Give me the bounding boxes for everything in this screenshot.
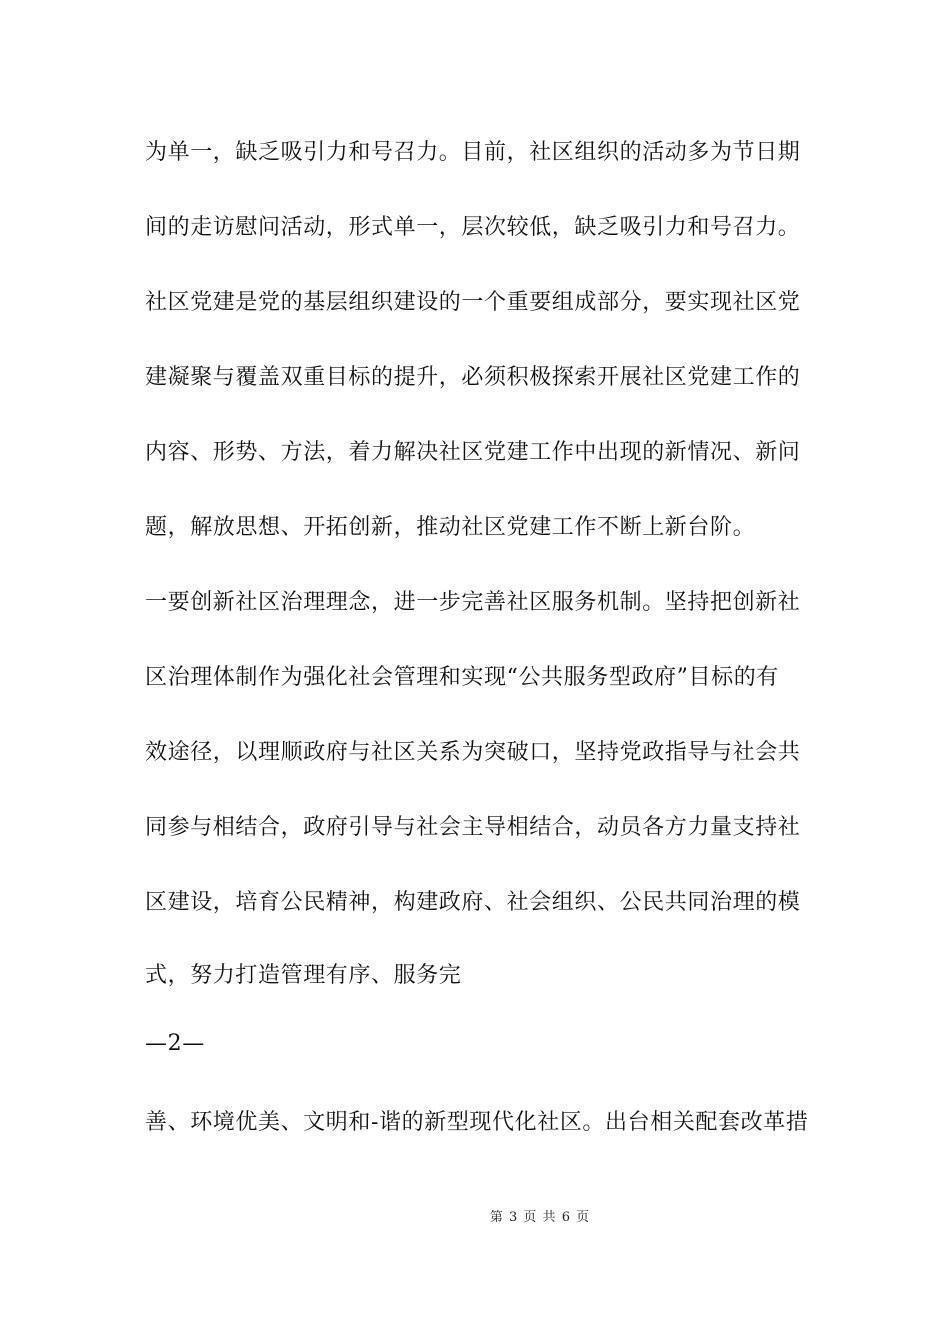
text-line: 间的走访慰问活动，形式单一，层次较低，缺乏吸引力和号召力。: [145, 215, 801, 240]
page-footer: [0, 1206, 950, 1225]
text-line: 为单一，缺乏吸引力和号召力。目前，社区组织的活动多为节日期: [145, 140, 801, 165]
page-marker: —2—: [145, 1031, 205, 1056]
text-line: 区治理体制作为强化社会管理和实现“公共服务型政府”目标的有: [145, 665, 779, 690]
text-line: 题，解放思想、开拓创新，推动社区党建工作不断上新台阶。: [145, 515, 756, 540]
text-line: 善、环境优美、文明和-谐的新型现代化社区。出台相关配套改革措: [145, 1110, 809, 1135]
text-line: 建凝聚与覆盖双重目标的提升，必须积极探索开展社区党建工作的: [145, 365, 801, 390]
text-line: 社区党建是党的基层组织建设的一个重要组成部分，要实现社区党: [145, 290, 801, 315]
text-line: 式，努力打造管理有序、服务完: [145, 963, 462, 988]
page-number: 第 3 页 共 6 页: [489, 1210, 591, 1225]
text-line: 同参与相结合，政府引导与社会主导相结合，动员各方力量支持社: [145, 815, 801, 840]
text-line: 一要创新社区治理理念，进一步完善社区服务机制。坚持把创新社: [145, 590, 801, 615]
text-line: 区建设，培育公民精神，构建政府、社会组织、公民共同治理的模: [145, 890, 801, 915]
text-line: 内容、形势、方法，着力解决社区党建工作中出现的新情况、新问: [145, 440, 801, 465]
text-line: 效途径，以理顺政府与社区关系为突破口，坚持党政指导与社会共: [145, 740, 801, 765]
